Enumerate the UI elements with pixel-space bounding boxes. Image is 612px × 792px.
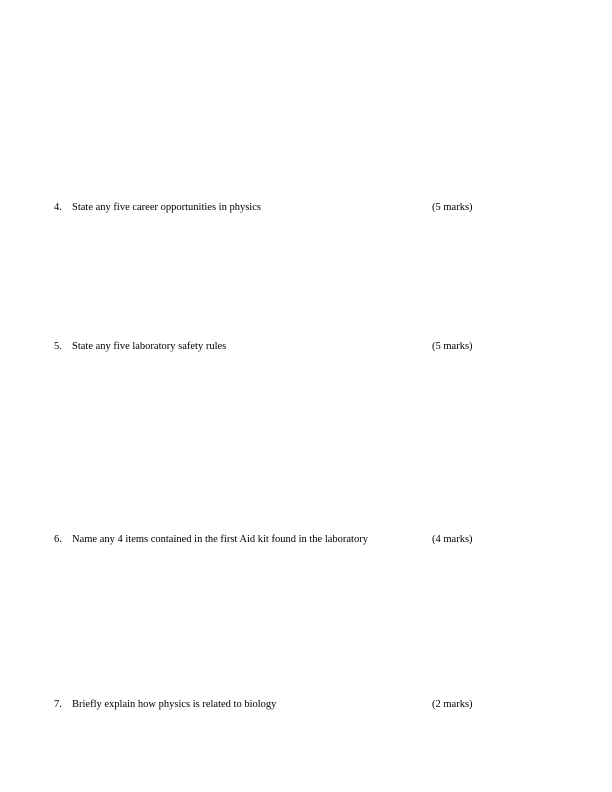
question-number: 7.: [54, 699, 62, 710]
question-number: 5.: [54, 341, 62, 352]
question-6: [0, 532, 612, 548]
question-7: [0, 697, 612, 713]
question-marks: (5 marks): [432, 341, 473, 352]
question-text: Briefly explain how physics is related to biology: [72, 699, 277, 710]
question-marks: (4 marks): [432, 534, 473, 545]
question-marks: (2 marks): [432, 699, 473, 710]
question-marks: (5 marks): [432, 202, 473, 213]
question-4: [0, 200, 612, 216]
question-text: State any five career opportunities in physics: [72, 202, 261, 213]
question-text: Name any 4 items contained in the first Aid kit found in the laboratory: [72, 534, 368, 545]
question-5: [0, 339, 612, 355]
question-text: State any five laboratory safety rules: [72, 341, 227, 352]
question-number: 4.: [54, 202, 62, 213]
question-number: 6.: [54, 534, 62, 545]
